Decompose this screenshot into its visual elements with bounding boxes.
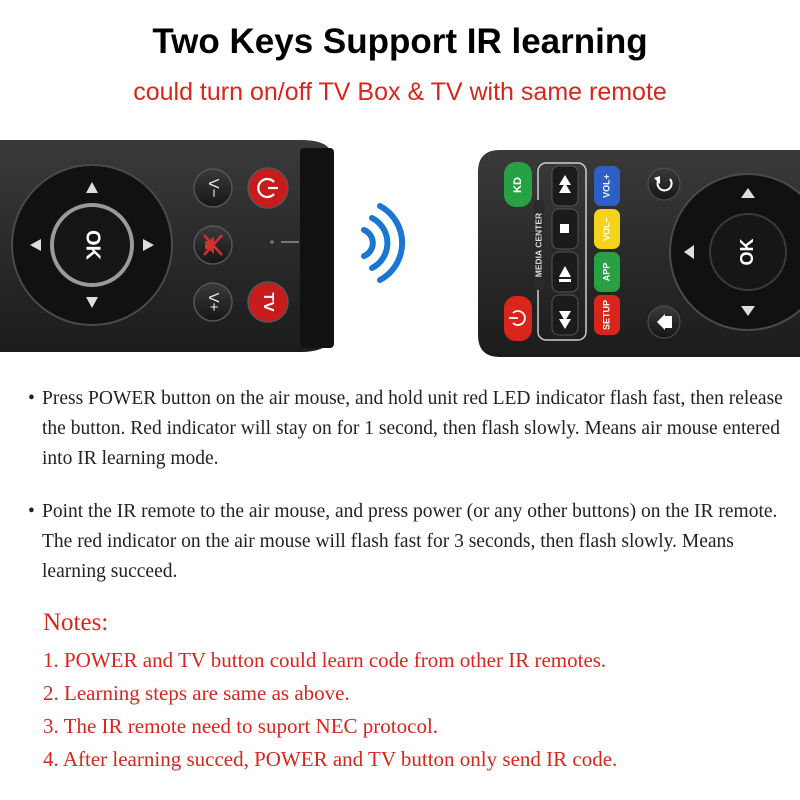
air-mouse-ok-label: OK bbox=[81, 230, 104, 260]
ir-remote bbox=[478, 150, 800, 357]
note-item: 4. After learning succed, POWER and TV button only send IR code. bbox=[43, 747, 618, 771]
air-mouse-tv-label: TV bbox=[260, 292, 278, 312]
ir-signal-waves-icon bbox=[364, 206, 402, 280]
note-item: 1. POWER and TV button could learn code from other IR remotes. bbox=[43, 648, 607, 672]
air-mouse-top-edge bbox=[300, 148, 334, 348]
bullet-glyph: • bbox=[28, 501, 35, 522]
headline-subtitle: could turn on/off TV Box & TV with same remote bbox=[133, 78, 667, 106]
note-item: 3. The IR remote need to suport NEC protocol. bbox=[43, 714, 439, 738]
ir-remote-app-label: APP bbox=[601, 262, 612, 282]
ir-remote-setup-label: SETUP bbox=[601, 299, 612, 331]
air-mouse-dpad bbox=[12, 165, 172, 325]
air-mouse-vol-up-label: V+ bbox=[205, 292, 223, 312]
headline-title: Two Keys Support IR learning bbox=[152, 22, 648, 61]
stop-icon bbox=[560, 224, 569, 233]
ir-remote-vol-up-label: VOL+ bbox=[601, 174, 612, 198]
air-mouse-remote bbox=[0, 140, 334, 352]
instruction-text: Point the IR remote to the air mouse, and press power (or any other buttons) on the IR remote. The red indicator on the air mouse will flash fast for 3 seconds, then flash slowly. Means learning succeed. bbox=[42, 501, 778, 582]
ir-remote-ok-label: OK bbox=[736, 238, 757, 266]
note-item: 2. Learning steps are same as above. bbox=[43, 681, 350, 705]
air-mouse-vol-down-label: V− bbox=[205, 178, 223, 198]
instruction-step-1 bbox=[28, 384, 788, 474]
remotes-illustration bbox=[0, 135, 800, 370]
bullet-glyph: • bbox=[28, 388, 35, 409]
ir-remote-kd-label: KD bbox=[511, 177, 524, 193]
ir-remote-vol-down-label: VOL− bbox=[601, 217, 612, 241]
ir-remote-back-button[interactable] bbox=[648, 168, 680, 200]
instruction-step-2 bbox=[28, 497, 788, 587]
notes-title: Notes: bbox=[43, 609, 109, 636]
media-center-label: MEDIA CENTER bbox=[533, 212, 544, 278]
instruction-text: Press POWER button on the air mouse, and hold unit red LED indicator flash fast, then release the button. Red indicator will stay on for 1 second, then flash slowly. Means air mouse entered into IR learning mode. bbox=[42, 388, 783, 469]
mic-hole bbox=[270, 240, 274, 244]
